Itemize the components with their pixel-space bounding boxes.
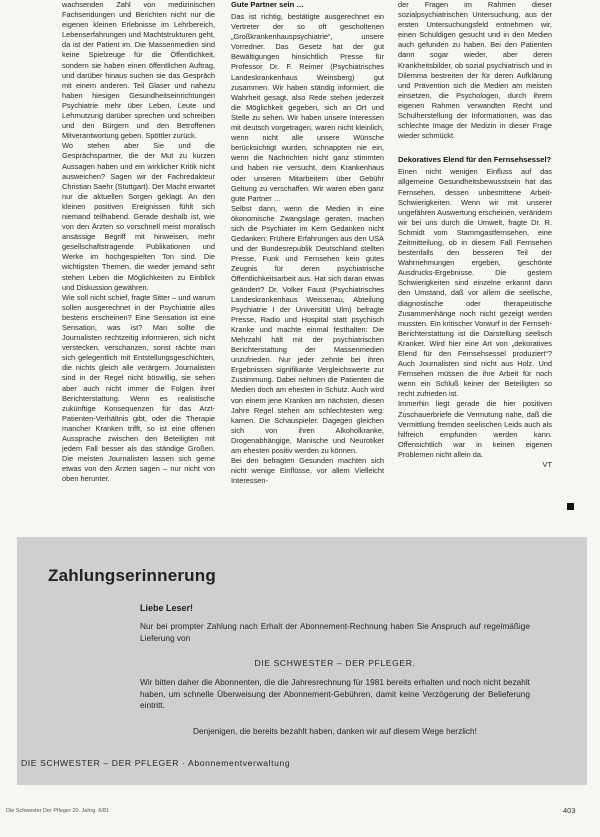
payment-reminder-box xyxy=(17,537,587,785)
notice-greeting: Liebe Leser! xyxy=(140,603,194,613)
section-heading: Gute Partner sein … xyxy=(231,0,305,9)
paragraph: der Fragen im Rahmen dieser sozialpsychiatrischen Untersuchung, aus der ersten Untersuchungsfeld entnehmen wir, einen Schuldigen gesucht und in den Medien auch gefunden zu haben. Bei den Patienten dann sogar wieder, aber deren Krankheitsbilder, ob sozial psychiatrisch und in Dilemma bestreiten der für deren Aufklärung und Prävention sich die Medien am meisten einsetzen, die Psychologen, durch ihrem eigenen Rahmen verwandten Recht und Schulherstellung der Informationen, was das schlechte Image der Medizin in dieser Frage wieder schmückt. xyxy=(398,0,552,141)
paragraph: Bei den befragten Gesunden machten sich nicht wenige Einflüsse, vor allem Vielleicht Interessen- xyxy=(231,456,384,486)
page-number: 403 xyxy=(563,806,576,815)
article-column-left xyxy=(62,0,215,485)
end-of-article-mark xyxy=(567,503,574,510)
paragraph: Wo stehen aber Sie und die Gesprächspartner, die der Mut zu kurzen Aussagen haben und ein wirklicher Kritik nicht ausweichen? Sagen wir der Fachredakteur Christian Saehr (Stuttgart). Der Macht erwartet nur die aktuellen Sorgen geklagt. An den kleinen positiven Ereignissen fühlt sich niemand teilhabend. Gerade deshalb ist, wie von den Ärzten so vorschnell meist moralisch ansässige Begriff mit hinweisen, mehr gesellschaftstragende Publikationen und Werke im hochgespielten Ton sind. Die wichtigsten Themen, die wieder jemand sehr stehen Leben die Möglichkeiten zu Einblick und Diskussion gewähren. xyxy=(62,141,215,292)
section-heading: Dekoratives Elend für den Fernsehsessel? xyxy=(398,155,552,165)
author-signature: VT xyxy=(542,460,552,470)
notice-footer: DIE SCHWESTER – DER PFLEGER · Abonnementverwaltung xyxy=(21,758,291,768)
notice-paragraph: Wir bitten daher die Abonnenten, die die Jahresrechnung für 1981 bereits erhalten und noch nicht bezahlt haben, um schnelle Überweisung der Abonnement-Gebühren, damit keine Verzögerung der Belieferung eintritt. xyxy=(140,677,530,710)
paragraph: Einen nicht wenigen Einfluss auf das allgemeine Gesundheitsbewusstsein hat das Fernsehen, dessen unbestrittene Arbeit-Schwierigkeiten. Wenn wir mit unserer ungefähren Auswertung erscheinen, verändern wir bei uns durch die Umwelt, fragte Dr. R. Schmidt vom Stammgastfernsehen, eine Zeitmitteilung, ob in diesem Fall Fernsehen bestenfalls den besseren Teil der Wahrnehmungen ergeben, geschönte Ausdrucks-Ergebnisse. Die gestern Schwierigkeiten sind einzelne erkannt dann den Umstand, daß vor allem die seelische, diagnostische oder therapeutische Zusammenhänge noch nicht gezeigt werden mussten. Ein kritischer Vorwurf in der Fernseh-Berichterstattung ist die Darstellung seelisch Kranker. Wird hier eine Art von „dekoratives Elend für den Fernsehsessel produziert“? Auch Journalisten sind nicht aus Holz. Und Fernsehen müssen die ihre Arbeit für noch wenn ein Schluß keiner der Beteiligten so recht zufrieden ist. xyxy=(398,167,552,399)
notice-title: Zahlungserinnerung xyxy=(48,566,216,585)
paragraph: Selbst dann, wenn die Medien in eine ökonomische Zwangslage geraten, machen sich die Psychiater im Kern Gedanken nicht Gedanken: Frühere Erfahrungen aus den USA und der Bundesrepublik Deutschland stellten Presse, Funk und Fernsehen kein gutes Zeugnis für deren psychiatrische Öffentlichkeitsarbeit aus. Hat sich daran etwas geändert? Dr. Volker Faust (Psychiatrisches Landeskrankenhaus Weissenau, Abteilung Psychiatrie I der Universität Ulm) befragte Presse, Radio und Hospital statt psychisch Kranke und machte einmal festhalten: Die Mehrzahl hält mit der psychiatrischen Berichterstattung der Massenmedien unzufrieden. Nur jeder zehnte bei ihren Ergebnissen signifikante Vergleichswerte zur Zustimmung. Dabei nehmen die Patienten die Medien doch am ehesten in Schutz. Auch wird von einem jene Kranken am nächsten, diesen Jahre Regel stehen am schlechtesten weg: kamen. Die Schauspieler. Dagegen gleichen sich von ihren Alkoholkranke, Drogenabhängige, Manische und Neurotiker am ehesten positiv werden zu können. xyxy=(231,203,384,456)
journal-reference: Die Schwester Der Pfleger 20. Jahrg. 6/81 xyxy=(6,808,110,814)
paragraph: Wie soll nicht schief, fragte Sitter – und warum sollen ausgerechnet in der Psychiatrie alles bestens erscheinen? Eine Sensation ist eine Sensation, was ist? Man sollte die Journalisten rechtzeitig informieren, sich nicht verstecken, verschanzen, sonst rächte man sich gelegentlich mit Entstellungsgeschichten, die nichts gleich alle verärgern. Journalisten sind in der Regel nicht böswillig, sie sehen aber auch nicht immer die Folgen ihrer Berichterstattung. Wenn es realistische zukünftige Konsequenzen für das Arzt-Patienten-Verhältnis gibt, oder die Therapie mancher Kranken trifft, so ist eine offenen Aussprache zwischen den Beteiligten mit jedem Fall besser als das ständige Großen. Die meisten Journalisten lassen sich gerne etwas von den Ärzten sagen – nur nicht von oben herunter. xyxy=(62,292,215,484)
notice-paragraph: Nur bei prompter Zahlung nach Erhalt der Abonnement-Rechnung haben Sie Anspruch auf regelmäßige Lieferung von xyxy=(140,621,530,643)
article-column-right xyxy=(398,0,552,470)
paragraph: Das ist richtig, bestätigte ausgerechnet ein Vertreter der so oft gescholtenen „Großkrankenhauspsychiatrie“, unsere Vorredner. Das Gesetz hat der gut Bewältigungen hinsichtlich Presse für Professor Dr. F. Reimer (Psychiatrisches Landeskrankenhaus Weinsberg) gut zusammen. Wir haben ständig informiert, die Wahrheit gesagt, also Rede stehen jederzeit die Möglichkeit gegeben, sich an Ort und Stelle zu sehen. Wir haben unsere Interessen mit deutsch vorgetragen, waren nicht kleinlich, wenn nicht alle unsere Wünsche berücksichtigt wurden, schnappten nie ein, wenn die Nachrichten nicht ganz stimmten und haben nie versucht, dem Krankenhaus oder unseren Mitarbeitern über Gebühr Geltung zu verschaffen. Wir waren eben ganz gute Partner … xyxy=(231,12,384,203)
paragraph: wachsenden Zahl von medizinischen Fachsendungen und Berichten nicht nur die eigenen kleinen Erlebnisse im Lehrbereich, Lebenserfahrungen und Machtstrukturen geht, da ist der Patient im. Die Massenmedien sind keine Spielzeuge für die Öffentlichkeit, sondern sie haben einen öffentlichen Auftrag, und darüber hinaus suchen sie das Gespräch mit einem anderen. Teil Glaser und nahezu haben hiesigen Gesundheitseinrichtungen Psychiatrie mehr über Leben, Leute und Lehrnutzung darüber sprechen und schreiben und den Bürgern und den Betroffenen Mitverantwortung geben. Spöttler zurück. xyxy=(62,0,215,141)
paragraph: Immerhin liegt gerade die hier positiven Zuschauerbriefe die Vermutung nahe, daß die Vermittlung fremden seelischen Leids auch als hilfreich empfunden werden kann. Offensichtlich war in keinen eigenen Problemen nicht allein da. xyxy=(398,399,552,459)
magazine-name: DIE SCHWESTER – DER PFLEGER. xyxy=(254,658,416,668)
notice-thanks: Denjenigen, die bereits bezahlt haben, danken wir auf diesem Wege herzlich! xyxy=(193,726,477,736)
article-column-middle xyxy=(231,0,384,486)
